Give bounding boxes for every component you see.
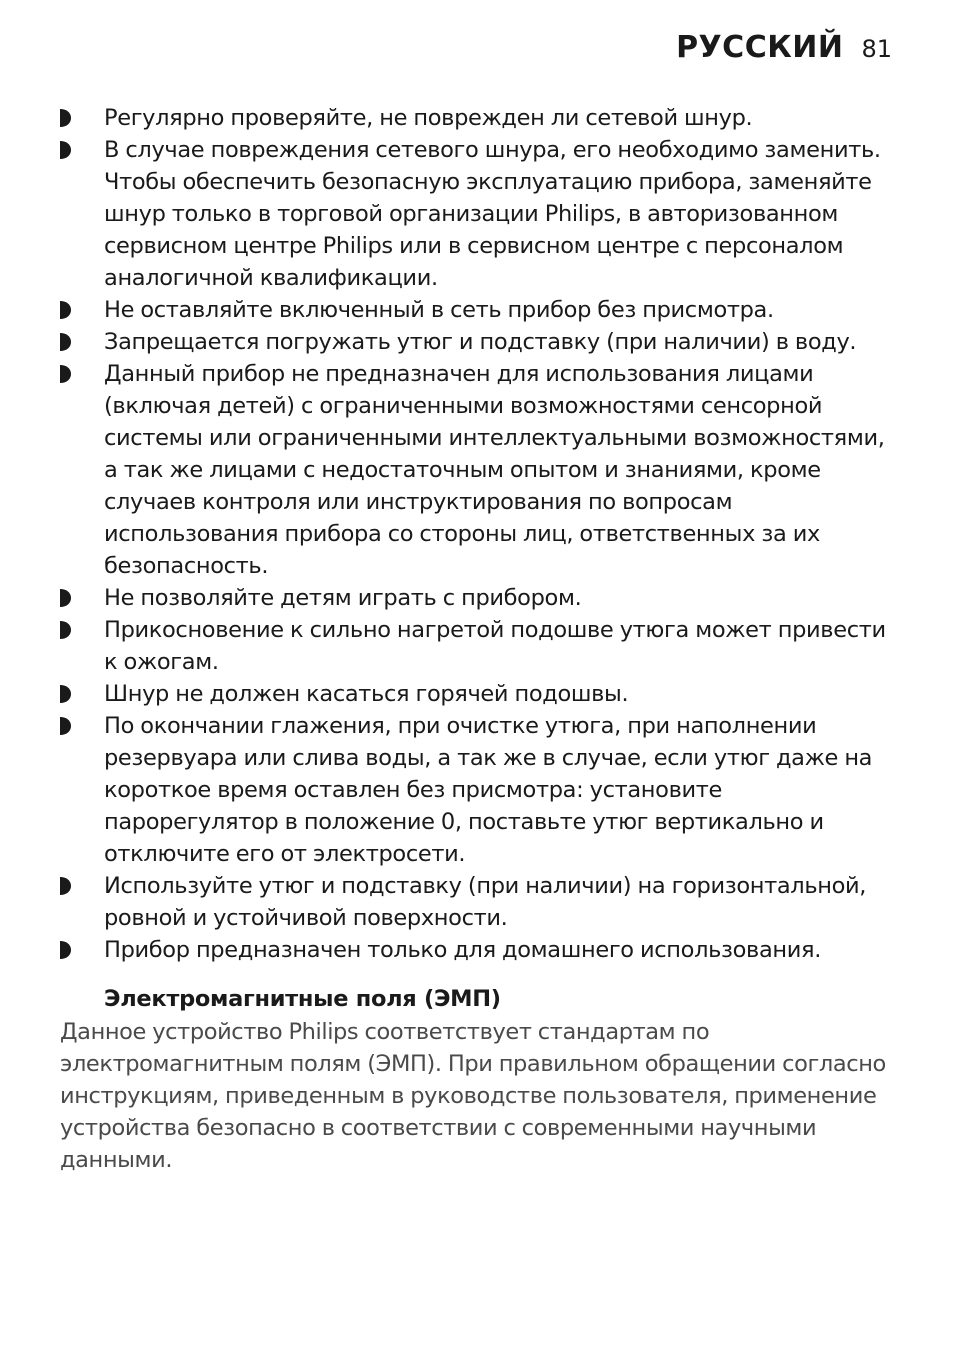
page-number: 81 [861,35,892,63]
half-circle-bullet-icon [60,877,71,895]
half-circle-bullet-icon [60,301,71,319]
half-circle-bullet-icon [60,365,71,383]
warning-text: Запрещается погружать утюг и подставку (при наличии) в воду. [104,329,857,355]
half-circle-bullet-icon [60,685,71,703]
half-circle-bullet-icon [60,717,71,735]
warning-text: Прибор предназначен только для домашнего использования. [104,937,822,963]
half-circle-bullet-icon [60,621,71,639]
warning-text: Регулярно проверяйте, не поврежден ли сетевой шнур. [104,105,753,131]
warning-item [0,870,954,934]
emf-section-heading: Электромагнитные поля (ЭМП) [104,986,501,1012]
warning-text: Не позволяйте детям играть с прибором. [104,585,582,611]
warning-item [0,934,954,966]
warning-item [0,294,954,326]
warning-text: Прикосновение к сильно нагретой подошве утюга может привести к ожогам. [104,617,886,675]
warning-item [0,134,954,294]
warning-item [0,582,954,614]
page-header [676,30,892,65]
warning-text: По окончании глажения, при очистке утюга, при наполнении резервуара или слива воды, а так же в случае, если утюг даже на короткое время оставлен без присмотра: установите парорегулятор в положение 0, поставьте утюг вертикально и отключите его от электросети. [104,713,873,867]
warning-text: В случае повреждения сетевого шнура, его необходимо заменить. Чтобы обеспечить безопасную эксплуатацию прибора, заменяйте шнур только в торговой организации Philips, в авторизованном сервисном центре Philips или в сервисном центре с персоналом аналогичной квалификации. [104,137,881,291]
warning-text: Шнур не должен касаться горячей подошвы. [104,681,629,707]
warning-item [0,614,954,678]
half-circle-bullet-icon [60,109,71,127]
warning-text: Используйте утюг и подставку (при наличии) на горизонтальной, ровной и устойчивой поверхности. [104,873,867,931]
warning-text: Данный прибор не предназначен для использования лицами (включая детей) с ограниченными возможностями сенсорной системы или ограниченными интеллектуальными возможностями, а так же лицами с недостаточным опытом и знаниями, кроме случаев контроля или инструктирования по вопросам использования прибора со стороны лиц, ответственных за их безопасность. [104,361,885,579]
emf-paragraph: Данное устройство Philips соответствует стандартам по электромагнитным полям (ЭМП). При правильном обращении согласно инструкциям, приведенным в руководстве пользователя, применение устройства безопасно в соответствии с современными научными данными. [60,1019,886,1173]
language-title: РУССКИЙ [676,30,844,65]
half-circle-bullet-icon [60,941,71,959]
warning-item [0,358,954,582]
half-circle-bullet-icon [60,333,71,351]
warning-item [0,710,954,870]
half-circle-bullet-icon [60,141,71,159]
warning-item [0,678,954,710]
warning-item [0,326,954,358]
safety-warnings-list [0,102,954,966]
warning-item [0,102,954,134]
half-circle-bullet-icon [60,589,71,607]
warning-text: Не оставляйте включенный в сеть прибор без присмотра. [104,297,774,323]
